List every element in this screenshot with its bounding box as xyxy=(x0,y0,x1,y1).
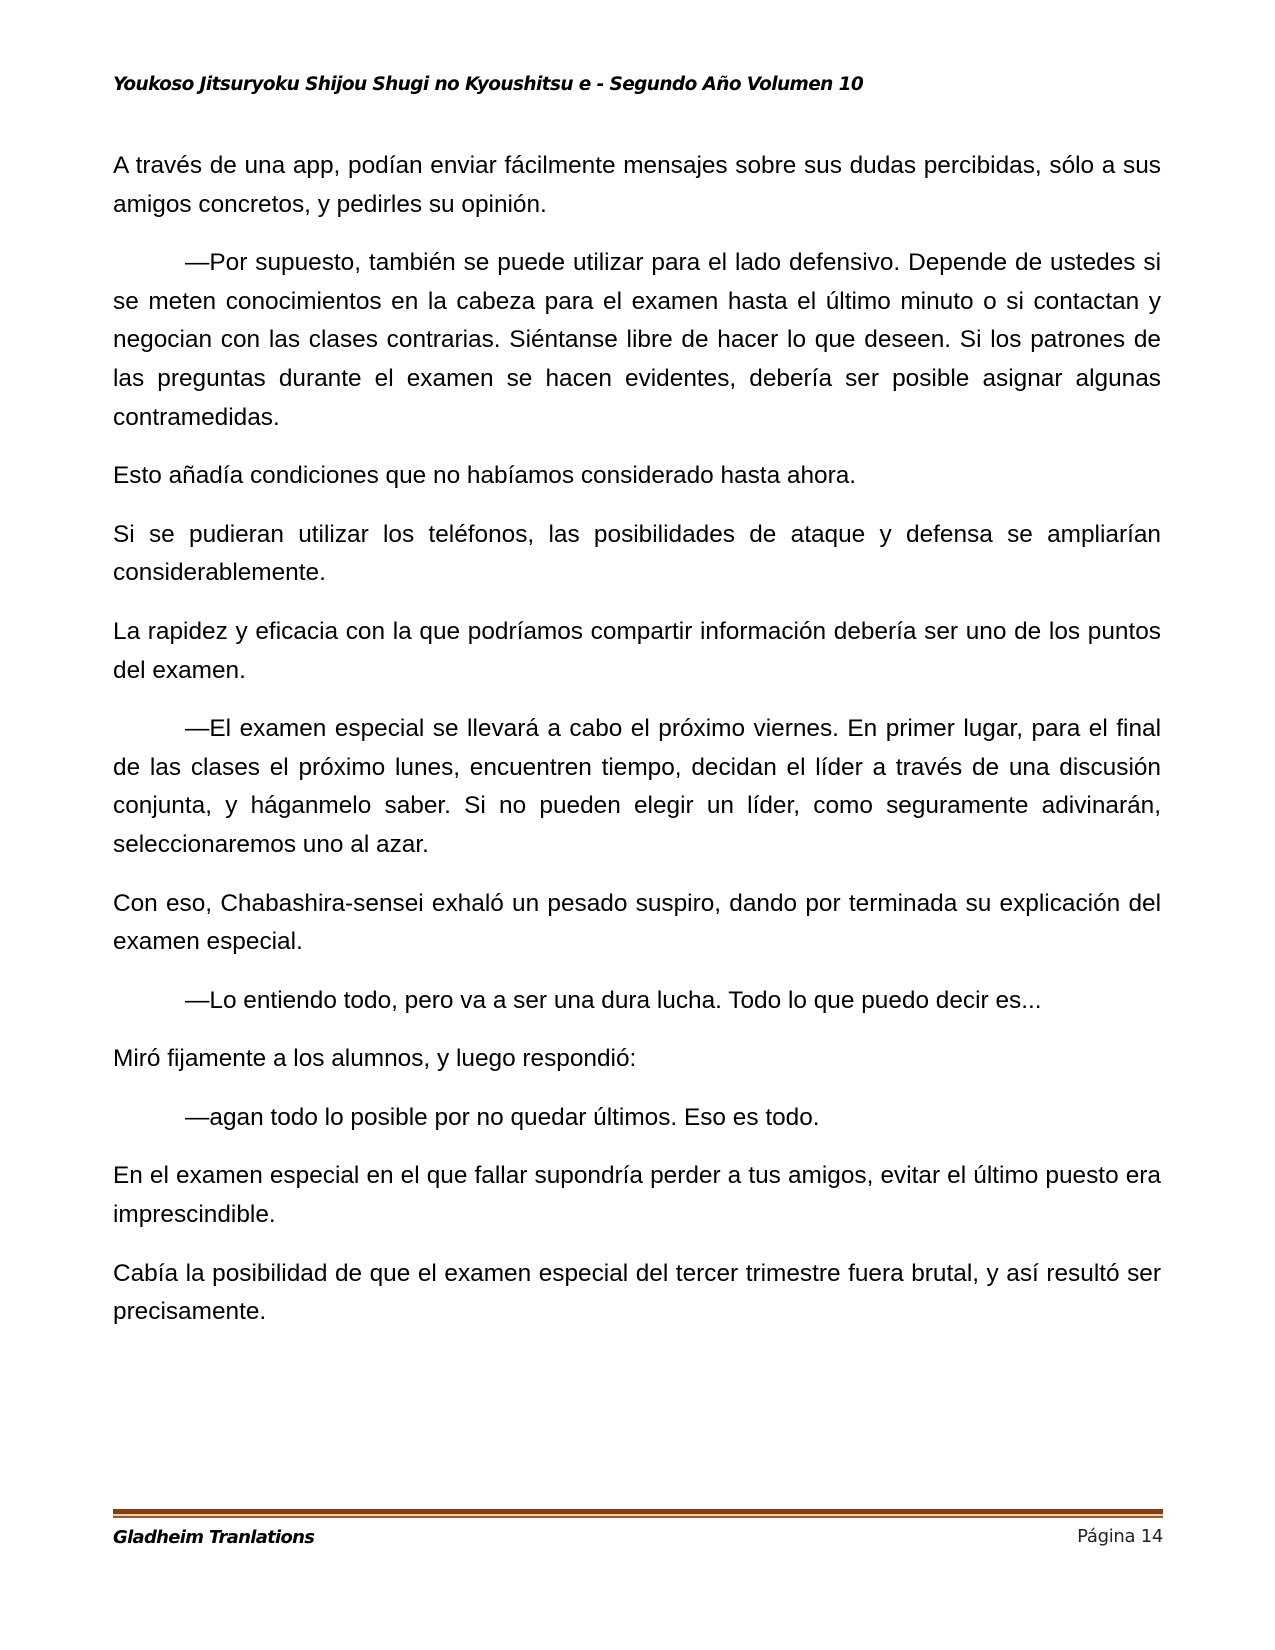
page-number: Página 14 xyxy=(1077,1526,1163,1547)
paragraph: Esto añadía condiciones que no habíamos considerado hasta ahora. xyxy=(113,462,857,490)
paragraph: Si se pudieran utilizar los teléfonos, las posibilidades de ataque y defensa se ampliarían considerablemente. xyxy=(113,520,1161,587)
paragraph: En el examen especial en el que fallar supondría perder a tus amigos, evitar el último puesto era imprescindible. xyxy=(113,1162,1161,1229)
running-header: Youkoso Jitsuryoku Shijou Shugi no Kyoushitsu e - Segundo Año Volumen 10 xyxy=(113,74,864,95)
footer-divider-thin xyxy=(113,1516,1163,1518)
page-body xyxy=(113,147,1161,1352)
paragraph: Cabía la posibilidad de que el examen especial del tercer trimestre fuera brutal, y así resultó ser precisamente. xyxy=(113,1259,1161,1326)
dialog-paragraph: —agan todo lo posible por no quedar últimos. Eso es todo. xyxy=(185,1103,820,1131)
paragraph: A través de una app, podían enviar fácilmente mensajes sobre sus dudas percibidas, sólo a sus amigos concretos, y pedirles su opinión. xyxy=(113,152,1161,218)
paragraph: Con eso, Chabashira-sensei exhaló un pesado suspiro, dando por terminada su explicación del examen especial. xyxy=(113,889,1161,956)
footer-credit: Gladheim Tranlations xyxy=(113,1527,315,1548)
paragraph: La rapidez y eficacia con la que podríamos compartir información debería ser uno de los puntos del examen. xyxy=(113,617,1161,684)
footer-divider xyxy=(113,1509,1163,1518)
dialog-paragraph: —El examen especial se llevará a cabo el próximo viernes. En primer lugar, para el final de las clases el próximo lunes, encuentren tiempo, decidan el líder a través de una discusión conjunta, y háganmelo saber. Si no pueden elegir un líder, como seguramente adivinarán, seleccionaremos uno al azar. xyxy=(113,715,1161,858)
dialog-paragraph: —Lo entiendo todo, pero va a ser una dura lucha. Todo lo que puedo decir es... xyxy=(185,986,1042,1014)
paragraph: Miró fijamente a los alumnos, y luego respondió: xyxy=(113,1045,637,1073)
dialog-paragraph: —Por supuesto, también se puede utilizar para el lado defensivo. Depende de ustedes si se meten conocimientos en la cabeza para el examen hasta el último minuto o si contactan y negocian con las clases contrarias. Siéntanse libre de hacer lo que deseen. Si los patrones de las preguntas durante el examen se hacen evidentes, debería ser posible asignar algunas contramedidas. xyxy=(113,249,1161,431)
